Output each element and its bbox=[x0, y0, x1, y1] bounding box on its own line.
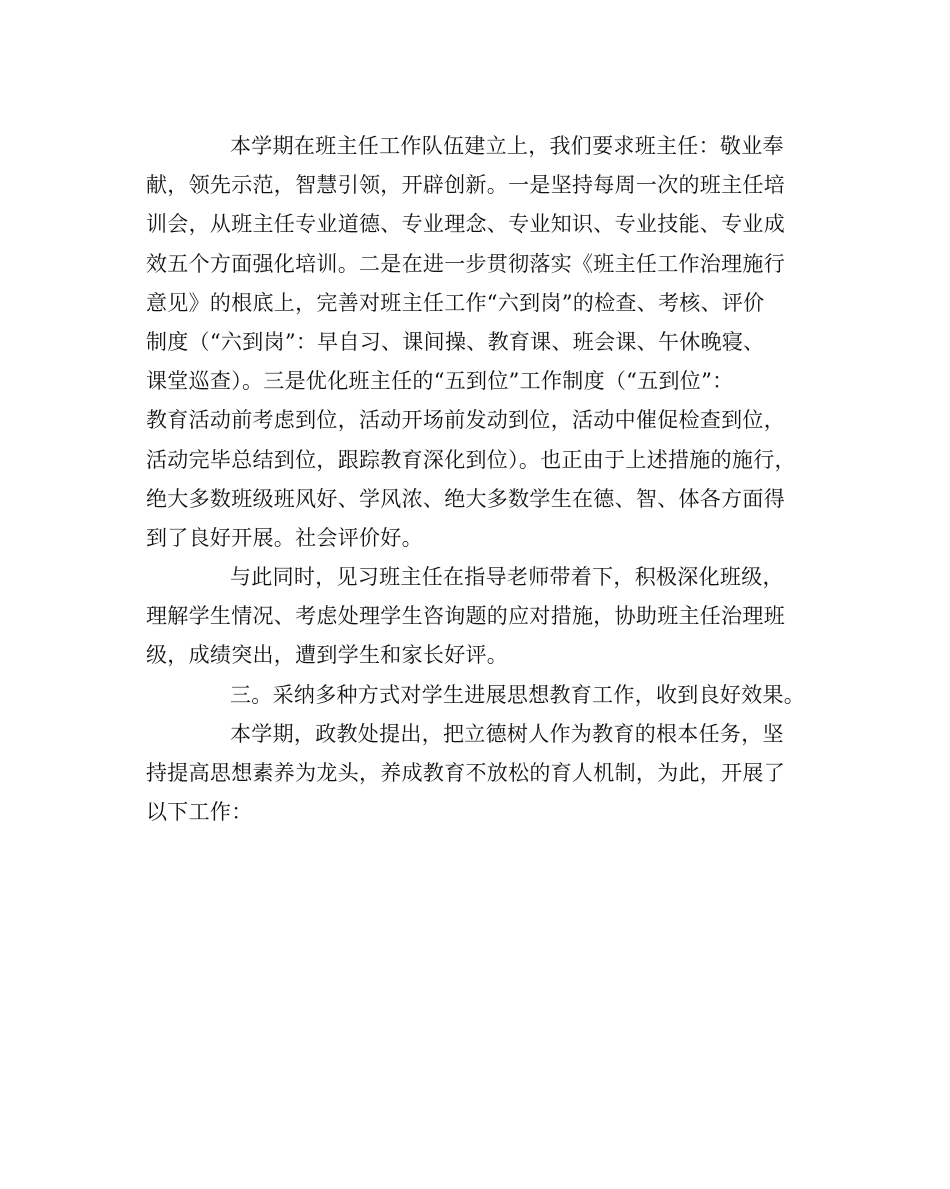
text-line: 活动完毕总结到位，跟踪教育深化到位）。也正由于上述措施的施行， bbox=[146, 447, 796, 472]
paragraph-moral-education bbox=[146, 715, 811, 833]
text-line: 课堂巡查）。三是优化班主任的“五到位”工作制度（“五到位”： bbox=[146, 369, 734, 394]
paragraph-class-teacher-team bbox=[146, 127, 811, 558]
text-line: 本学期在班主任工作队伍建立上，我们要求班主任：敬业奉 bbox=[230, 134, 784, 158]
text-line: 持提高思想素养为龙头，养成教育不放松的育人机制，为此，开展了 bbox=[146, 761, 785, 785]
text-line: 以下工作： bbox=[146, 800, 253, 825]
text-line: 绝大多数班级班风好、学风浓、绝大多数学生在德、智、体各方面得 bbox=[146, 486, 785, 511]
text-line: 本学期，政教处提出，把立德树人作为教育的根本任务，坚 bbox=[230, 721, 784, 746]
text-line: 理解学生情况、考虑处理学生咨询题的应对措施，协助班主任治理班 bbox=[146, 604, 785, 629]
text-line: 效五个方面强化培训。二是在进一步贯彻落实《班主任工作治理施行 bbox=[146, 251, 785, 276]
text-line: 献，领先示范，智慧引领，开辟创新。一是坚持每周一次的班主任培 bbox=[146, 173, 785, 198]
text-line: 到了良好开展。社会评价好。 bbox=[146, 525, 423, 550]
text-line: 与此同时，见习班主任在指导老师带着下，积极深化班级， bbox=[230, 565, 784, 590]
text-line: 制度（“六到岗”：早自习、课间操、教育课、班会课、午休晚寝、 bbox=[146, 329, 765, 354]
text-line: 教育活动前考虑到位，活动开场前发动到位，活动中催促检查到位， bbox=[146, 408, 785, 433]
text-line: 意见》的根底上，完善对班主任工作“六到岗”的检查、考核、评价 bbox=[146, 290, 765, 315]
text-line: 级，成绩突出，遭到学生和家长好评。 bbox=[146, 643, 509, 668]
text-line: 训会，从班主任专业道德、专业理念、专业知识、专业技能、专业成 bbox=[146, 212, 785, 237]
body-text bbox=[146, 127, 811, 832]
section-heading: 三。采纳多种方式对学生进展思想教育工作，收到良好效果。 bbox=[230, 682, 806, 707]
section-heading-three bbox=[146, 676, 811, 715]
paragraph-trainee-teachers bbox=[146, 558, 811, 676]
